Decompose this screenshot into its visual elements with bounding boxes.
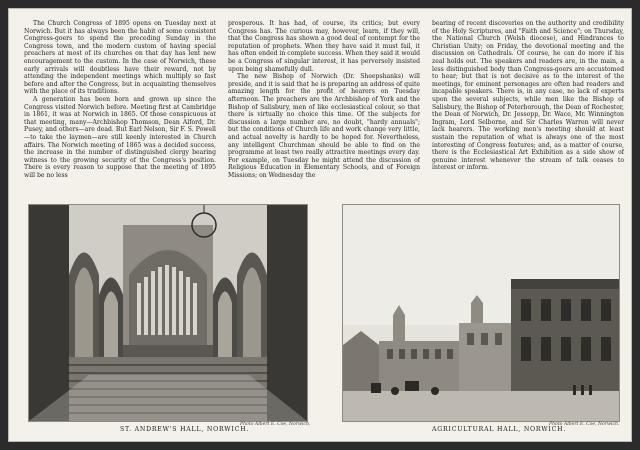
article-text [24, 20, 624, 198]
agricultural-hall-photo [342, 204, 620, 422]
text-column-1 [24, 20, 216, 198]
photo-caption: ST. ANDREW'S HALL, NORWICH. [120, 426, 250, 433]
paragraph: A generation has been born and grown up since the Congress visited Norwich before. Meeting first at Cambridge in 1861, it was at Norwich in 1865. Of those conspicuous at that meeting, many—Archbishop Thomson, Dean Alford, Dr. Pusey, and others—are dead. But Earl Nelson, Sir F. S. Powell—to take the laymen—are still keenly interested in Church affairs. The Norwich meeting of 1865 was a decided success, the increase in the number of distinguished clergy bearing witness to the growing security of the Congress's position. There is every reason to suppose that the meeting of 1895 will be no less [24, 95, 216, 179]
text-column-3 [432, 20, 624, 198]
paragraph: The new Bishop of Norwich (Dr. Sheepshanks) will preside, and it is said that he is preparing an address of quite amazing length for the profit of hearers on Tuesday afternoon. The preachers are the Archbishop of York and the Bishop of Salisbury, men of like ecclesiastical colour, so that there is virtually no choice this time. Of the subjects for discussion a large number are, no doubt, "hardy annuals"; but the conditions of Church life and work change very little, and actual novelty is hardly to be hoped for. Nevertheless, any intelligent Churchman should be able to find on the programme at least two really attractive meetings every day. For example, on Tuesday he might attend the discussion of Religious Education in Elementary Schools, and of Foreign Missions; on Wednesday the [228, 73, 420, 179]
hall-interior-illustration [29, 205, 307, 421]
st-andrews-hall-photo [28, 204, 308, 422]
street-scene-illustration [343, 205, 619, 421]
paragraph: The Church Congress of 1895 opens on Tuesday next at Norwich. But it has always been the habit of some consistent Congress-goers to spend the preceding Sunday in the Congress town, and the modern custom of having special preachers at most of its churches on that day has lent new encouragement to the custom. In the case of Norwich, these early arrivals will doubtless have their reward, not by attending the independent meetings which multiply so fast before and after the Congress, but in acquainting themselves with the place of its traditions. [24, 20, 216, 96]
photo-credit: Photo Albert E. Coe, Norwich. [240, 422, 311, 427]
photo-caption: AGRICULTURAL HALL, NORWICH. [432, 426, 567, 433]
magazine-page [8, 8, 632, 442]
photo-credit: Photo Albert E. Coe, Norwich. [549, 422, 620, 427]
text-column-2 [228, 20, 420, 198]
paragraph: bearing of recent discoveries on the authority and credibility of the Holy Scriptures, and "Faith and Science"; on Thursday, the National Church (Welsh diocese), and Hindrances to Christian Unity; on Friday, the devotional meeting and the discussion on Cathedrals. Of course, he can do more if his zeal holds out. The speakers and readers are, in the main, a less distinguished body than Congress-goers are accustomed to hear; but that is not decisive as to the interest of the meetings, for eminent personages are often bad readers and incapable speakers. There is, in any case, no lack of experts upon the several subjects, while men like the Bishop of Salisbury, the Bishop of Peterborough, the Dean of Rochester, the Dean of Norwich, Dr. Jessopp, Dr. Wace, Mr. Winnington Ingram, Lord Selborne, and Sir Charles Warren will never lack hearers. The working men's meeting should at least sustain the reputation of what is always one of the most interesting of Congress features; and, as a matter of course, there is the Ecclesiastical Art Exhibition as a side show of genuine interest whenever the stream of talk ceases to interest or inform. [432, 20, 624, 172]
paragraph: prosperous. It has had, of course, its critics; but every Congress has. The curious may, however, learn, if they will, that the Congress has shown a good deal of contempt for the reputation of prophets. When they have said it must fail, it has often ended in complete success. When they said it would be a Congress of singular interest, it has perversely insisted upon being shamefully dull. [228, 20, 420, 73]
